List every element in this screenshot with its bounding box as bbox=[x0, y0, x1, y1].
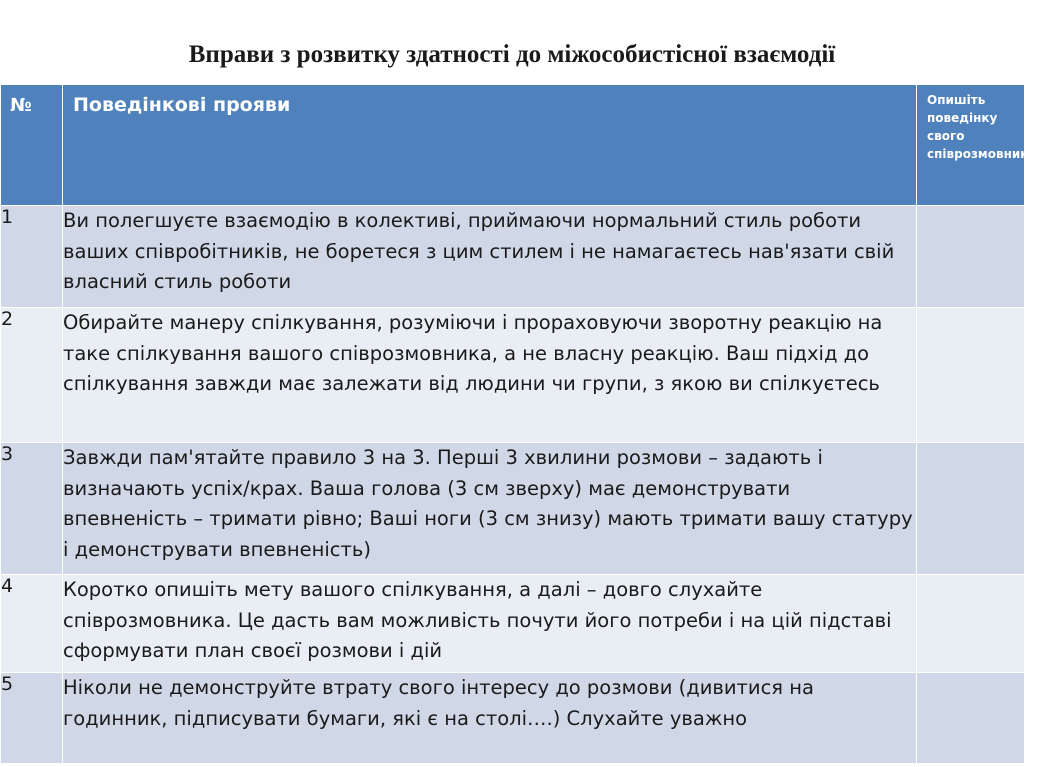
row-number: 1 bbox=[1, 206, 63, 308]
table-row bbox=[1, 575, 1025, 673]
row-behavior-text: Ніколи не демонструйте втрату свого інтересу до розмови (дивитися на годинник, підписувати бумаги, які є на столі….) Слухайте уважно bbox=[63, 673, 917, 764]
row-number: 5 bbox=[1, 673, 63, 764]
row-describe-cell[interactable] bbox=[917, 575, 1025, 673]
row-number: 2 bbox=[1, 308, 63, 443]
table-header-row bbox=[1, 85, 1025, 206]
row-describe-cell[interactable] bbox=[917, 206, 1025, 308]
table-row bbox=[1, 308, 1025, 443]
row-number: 4 bbox=[1, 575, 63, 673]
header-behavior: Поведінкові прояви bbox=[63, 85, 917, 206]
row-number: 3 bbox=[1, 443, 63, 575]
header-number: № bbox=[1, 85, 63, 206]
header-describe: Опишіть поведінку свого співрозмовника bbox=[917, 85, 1025, 206]
exercise-table bbox=[0, 84, 1037, 764]
row-describe-cell[interactable] bbox=[917, 443, 1025, 575]
table-row bbox=[1, 206, 1025, 308]
row-behavior-text: Завжди пам'ятайте правило 3 на 3. Перші 3 хвилини розмови – задають і визначають успіх/крах. Ваша голова (3 см зверху) має демонструвати впевненість – тримати рівно; Ваші ноги (3 см знизу) мають тримати вашу статуру і демонструвати впевненість) bbox=[63, 443, 917, 575]
row-behavior-text: Коротко опишіть мету вашого спілкування, а далі – довго слухайте співрозмовника. Це дасть вам можливість почути його потреби і на цій підставі сформувати план своєї розмови і дій bbox=[63, 575, 917, 673]
row-behavior-text: Ви полегшуєте взаємодію в колективі, приймаючи нормальний стиль роботи ваших співробітників, не боретеся з цим стилем і не намагаєтесь нав'язати свій власний стиль роботи bbox=[63, 206, 917, 308]
table-row bbox=[1, 673, 1025, 764]
row-behavior-text: Обирайте манеру спілкування, розуміючи і прораховуючи зворотну реакцію на таке спілкування вашого співрозмовника, а не власну реакцію. Ваш підхід до спілкування завжди має залежати від людини чи групи, з якою ви спілкуєтесь bbox=[63, 308, 917, 443]
slide-title: Вправи з розвитку здатності до міжособистісної взаємодії bbox=[188, 41, 836, 68]
row-describe-cell[interactable] bbox=[917, 308, 1025, 443]
table-row bbox=[1, 443, 1025, 575]
row-describe-cell[interactable] bbox=[917, 673, 1025, 764]
